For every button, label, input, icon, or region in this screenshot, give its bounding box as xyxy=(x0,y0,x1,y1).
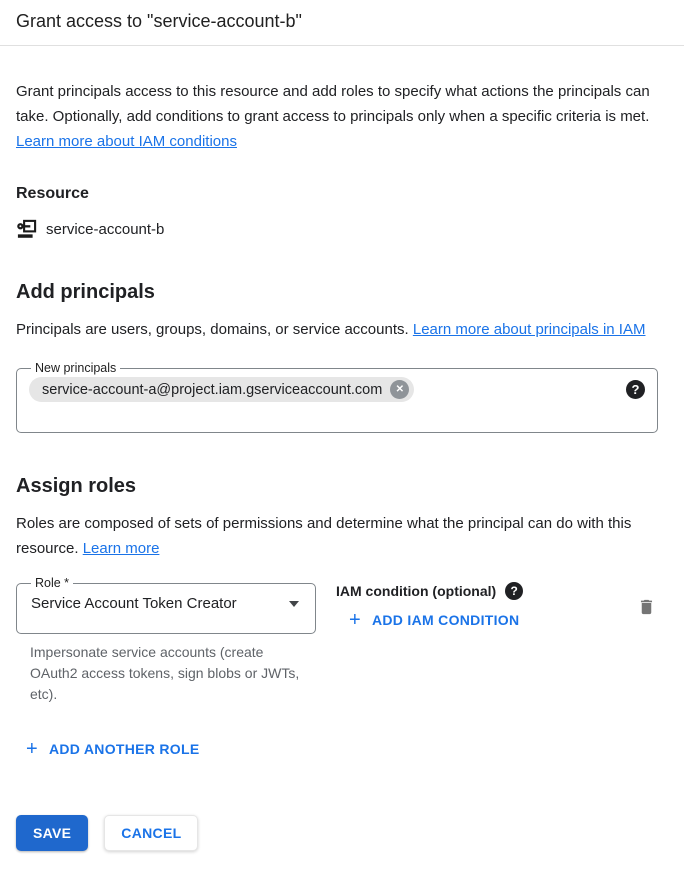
resource-row xyxy=(16,219,658,239)
intro-paragraph xyxy=(16,79,658,154)
add-iam-condition-button[interactable] xyxy=(349,609,520,631)
service-account-icon xyxy=(16,219,37,239)
role-helper-text: Impersonate service accounts (create OAuth2 access tokens, sign blobs or JWTs, etc). xyxy=(30,644,300,702)
iam-condition-column xyxy=(336,576,634,631)
close-icon[interactable]: ✕ xyxy=(390,380,409,399)
role-value: Service Account Token Creator xyxy=(31,595,237,612)
assign-roles-heading: Assign roles xyxy=(16,475,137,497)
iam-conditions-learn-more-link[interactable]: Learn more about IAM conditions xyxy=(16,133,237,150)
add-another-role-label: ADD ANOTHER ROLE xyxy=(48,741,200,757)
intro-text: Grant principals access to this resource and add roles to specify what actions the principals can take. Optionally, add conditions to grant access to principals only when a specific criteria is met. xyxy=(16,83,650,125)
roles-learn-more-link[interactable]: Learn more xyxy=(82,540,160,557)
add-principals-description xyxy=(16,317,658,342)
resource-heading: Resource xyxy=(16,185,89,202)
save-button[interactable]: SAVE xyxy=(16,815,88,851)
cancel-button[interactable]: CANCEL xyxy=(104,815,198,851)
add-principals-heading: Add principals xyxy=(16,281,155,303)
iam-condition-label: IAM condition (optional) xyxy=(336,583,497,599)
role-column xyxy=(16,576,316,705)
arrow-drop-down-icon xyxy=(289,601,299,607)
plus-icon: + xyxy=(26,738,38,760)
new-principals-field[interactable] xyxy=(16,361,658,433)
help-icon[interactable]: ? xyxy=(505,582,523,600)
new-principals-label: New principals xyxy=(35,361,117,375)
role-label: Role * xyxy=(35,576,70,590)
assign-roles-text: Roles are composed of sets of permissions and determine what the principal can do with this resource. xyxy=(16,515,632,557)
role-row xyxy=(16,576,658,705)
dialog-footer xyxy=(16,815,658,851)
plus-icon: + xyxy=(349,609,361,631)
add-another-role-button[interactable] xyxy=(26,738,200,760)
resource-name: service-account-b xyxy=(46,220,165,238)
delete-role-button[interactable] xyxy=(634,597,658,622)
principals-learn-more-link[interactable]: Learn more about principals in IAM xyxy=(412,321,646,338)
trash-icon xyxy=(637,597,656,622)
add-principals-text: Principals are users, groups, domains, or service accounts. xyxy=(16,321,409,338)
principal-chip-label: service-account-a@project.iam.gserviceaccount.com xyxy=(42,381,383,398)
principal-chip[interactable] xyxy=(29,377,414,402)
help-icon[interactable]: ? xyxy=(626,380,645,399)
add-iam-condition-label: ADD IAM CONDITION xyxy=(371,612,520,628)
role-select[interactable] xyxy=(16,576,316,634)
dialog-title: Grant access to "service-account-b" xyxy=(16,11,302,31)
dialog-body xyxy=(0,46,684,851)
assign-roles-description xyxy=(16,511,658,561)
